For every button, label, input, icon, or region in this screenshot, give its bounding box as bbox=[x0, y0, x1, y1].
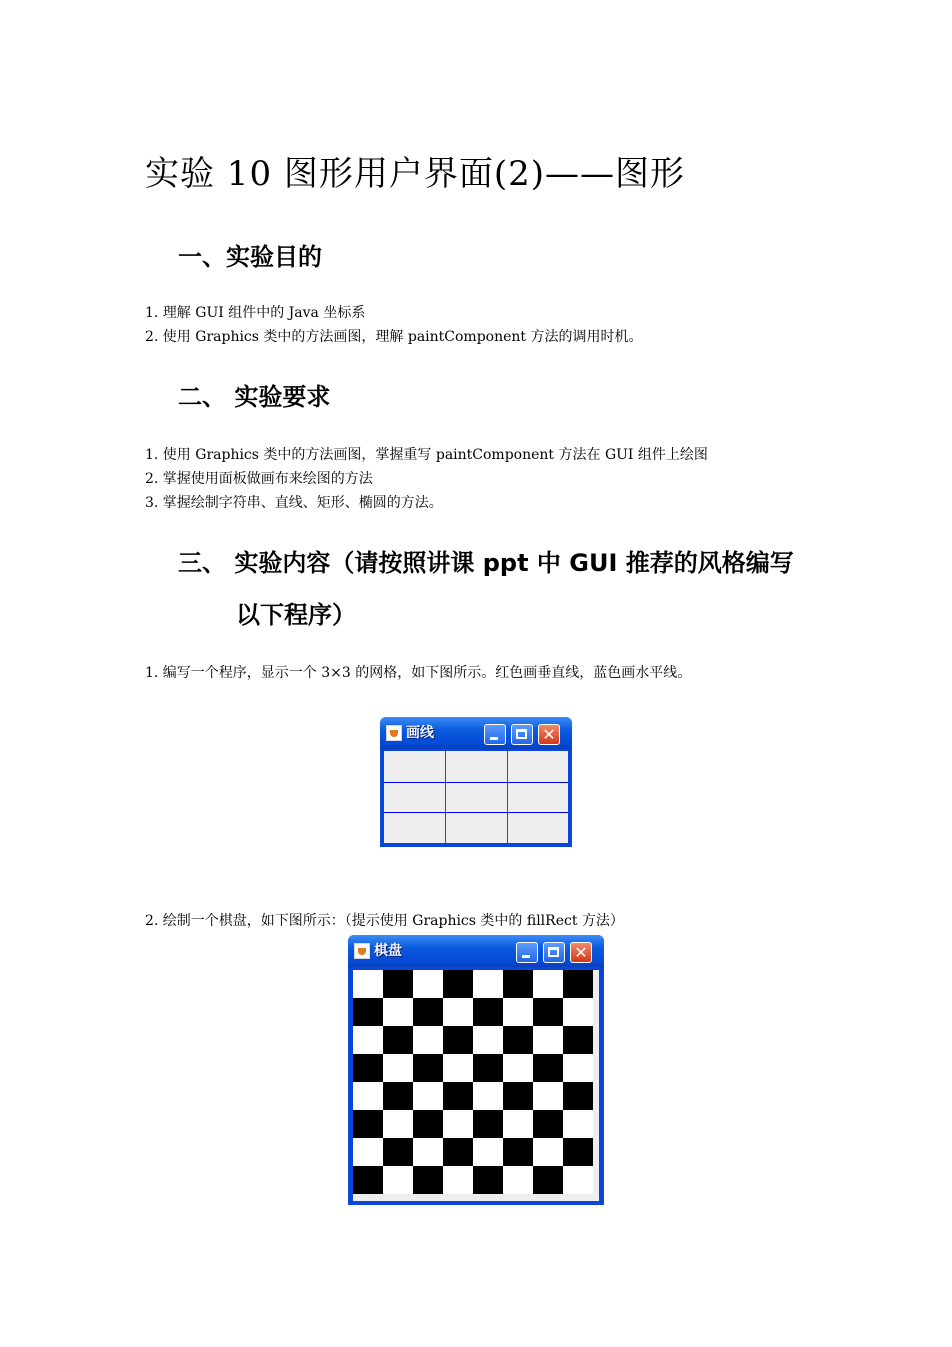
board-square bbox=[413, 1054, 443, 1082]
board-square bbox=[353, 1110, 383, 1138]
board-square bbox=[563, 1110, 593, 1138]
title-bar[interactable] bbox=[380, 717, 572, 749]
section1-heading: 一、实验目的 bbox=[178, 243, 322, 271]
maximize-button[interactable] bbox=[511, 724, 533, 745]
board-square bbox=[443, 970, 473, 998]
section2-item-3: 3. 掌握绘制字符串、直线、矩形、椭圆的方法。 bbox=[145, 495, 443, 511]
section2-heading: 二、 实验要求 bbox=[178, 383, 331, 411]
section1-item-1: 1. 理解 GUI 组件中的 Java 坐标系 bbox=[145, 305, 366, 321]
board-square bbox=[563, 970, 593, 998]
window-title: 画线 bbox=[406, 725, 434, 741]
board-square bbox=[533, 998, 563, 1026]
maximize-button[interactable] bbox=[543, 942, 565, 963]
board-square bbox=[533, 1026, 563, 1054]
board-square bbox=[563, 1082, 593, 1110]
board-square bbox=[443, 1026, 473, 1054]
board-square bbox=[533, 1054, 563, 1082]
board-square bbox=[413, 1110, 443, 1138]
board-square bbox=[503, 1082, 533, 1110]
close-icon: ✕ bbox=[574, 943, 588, 962]
board-square bbox=[533, 1166, 563, 1194]
board-square bbox=[383, 1054, 413, 1082]
board-square bbox=[353, 1138, 383, 1166]
task2-text: 2. 绘制一个棋盘，如下图所示：（提示使用 Graphics 类中的 fillRect 方法） bbox=[145, 913, 624, 929]
maximize-icon bbox=[516, 729, 527, 739]
board-square bbox=[473, 1054, 503, 1082]
grid-window bbox=[380, 717, 572, 847]
board-square bbox=[503, 1054, 533, 1082]
board-square bbox=[443, 1054, 473, 1082]
board-square bbox=[383, 1138, 413, 1166]
board-square bbox=[533, 1082, 563, 1110]
board-square bbox=[353, 1026, 383, 1054]
window-title: 棋盘 bbox=[374, 943, 402, 959]
board-square bbox=[443, 1138, 473, 1166]
chessboard-window bbox=[348, 935, 604, 1205]
board-square bbox=[503, 998, 533, 1026]
board-square bbox=[503, 970, 533, 998]
board-square bbox=[383, 970, 413, 998]
minimize-button[interactable] bbox=[484, 724, 506, 745]
board-square bbox=[533, 1138, 563, 1166]
board-square bbox=[563, 1054, 593, 1082]
board-square bbox=[473, 998, 503, 1026]
document-title: 实验 10 图形用户界面(2)——图形 bbox=[145, 154, 686, 194]
board-square bbox=[383, 1026, 413, 1054]
board-square bbox=[353, 1082, 383, 1110]
board-square bbox=[563, 1026, 593, 1054]
board-square bbox=[383, 1082, 413, 1110]
board-square bbox=[473, 1026, 503, 1054]
board-square bbox=[443, 1166, 473, 1194]
board-square bbox=[533, 1110, 563, 1138]
board-square bbox=[353, 1166, 383, 1194]
board-square bbox=[473, 1138, 503, 1166]
chessboard-canvas bbox=[353, 970, 599, 1201]
board-square bbox=[413, 998, 443, 1026]
maximize-icon bbox=[548, 947, 559, 957]
board-square bbox=[473, 1082, 503, 1110]
section3-heading-line2: 以下程序） bbox=[236, 601, 356, 629]
section2-item-1: 1. 使用 Graphics 类中的方法画图，掌握重写 paintComponent 方法在 GUI 组件上绘图 bbox=[145, 447, 708, 463]
section2-item-2: 2. 掌握使用面板做画布来绘图的方法 bbox=[145, 471, 373, 487]
section1-item-2: 2. 使用 Graphics 类中的方法画图，理解 paintComponent 方法的调用时机。 bbox=[145, 329, 643, 345]
close-button[interactable] bbox=[538, 724, 560, 745]
board-square bbox=[353, 998, 383, 1026]
board-square bbox=[383, 998, 413, 1026]
title-bar[interactable] bbox=[348, 935, 604, 967]
board-square bbox=[503, 1138, 533, 1166]
minimize-icon bbox=[522, 955, 530, 958]
board-square bbox=[563, 998, 593, 1026]
board-square bbox=[443, 998, 473, 1026]
board-square bbox=[383, 1166, 413, 1194]
board-square bbox=[413, 970, 443, 998]
board-square bbox=[383, 1110, 413, 1138]
board-square bbox=[473, 1110, 503, 1138]
board-square bbox=[413, 1082, 443, 1110]
board-square bbox=[473, 970, 503, 998]
board-square bbox=[473, 1166, 503, 1194]
board-square bbox=[353, 1054, 383, 1082]
close-icon: ✕ bbox=[542, 725, 556, 744]
minimize-button[interactable] bbox=[516, 942, 538, 963]
board-square bbox=[503, 1166, 533, 1194]
board-square bbox=[413, 1166, 443, 1194]
board-square bbox=[353, 970, 383, 998]
board-square bbox=[563, 1138, 593, 1166]
board-square bbox=[563, 1166, 593, 1194]
board-square bbox=[503, 1110, 533, 1138]
task1-text: 1. 编写一个程序，显示一个 3×3 的网格，如下图所示。红色画垂直线，蓝色画水平线。 bbox=[145, 665, 692, 681]
board-square bbox=[413, 1026, 443, 1054]
grid-canvas bbox=[384, 751, 568, 843]
board-square bbox=[413, 1138, 443, 1166]
board-square bbox=[503, 1026, 533, 1054]
board-square bbox=[533, 970, 563, 998]
java-cup-icon bbox=[386, 725, 402, 741]
java-cup-icon bbox=[354, 943, 370, 959]
minimize-icon bbox=[490, 737, 498, 740]
section3-heading-line1: 三、 实验内容（请按照讲课 ppt 中 GUI 推荐的风格编写 bbox=[178, 549, 794, 577]
board-square bbox=[443, 1110, 473, 1138]
close-button[interactable] bbox=[570, 942, 592, 963]
board-square bbox=[443, 1082, 473, 1110]
